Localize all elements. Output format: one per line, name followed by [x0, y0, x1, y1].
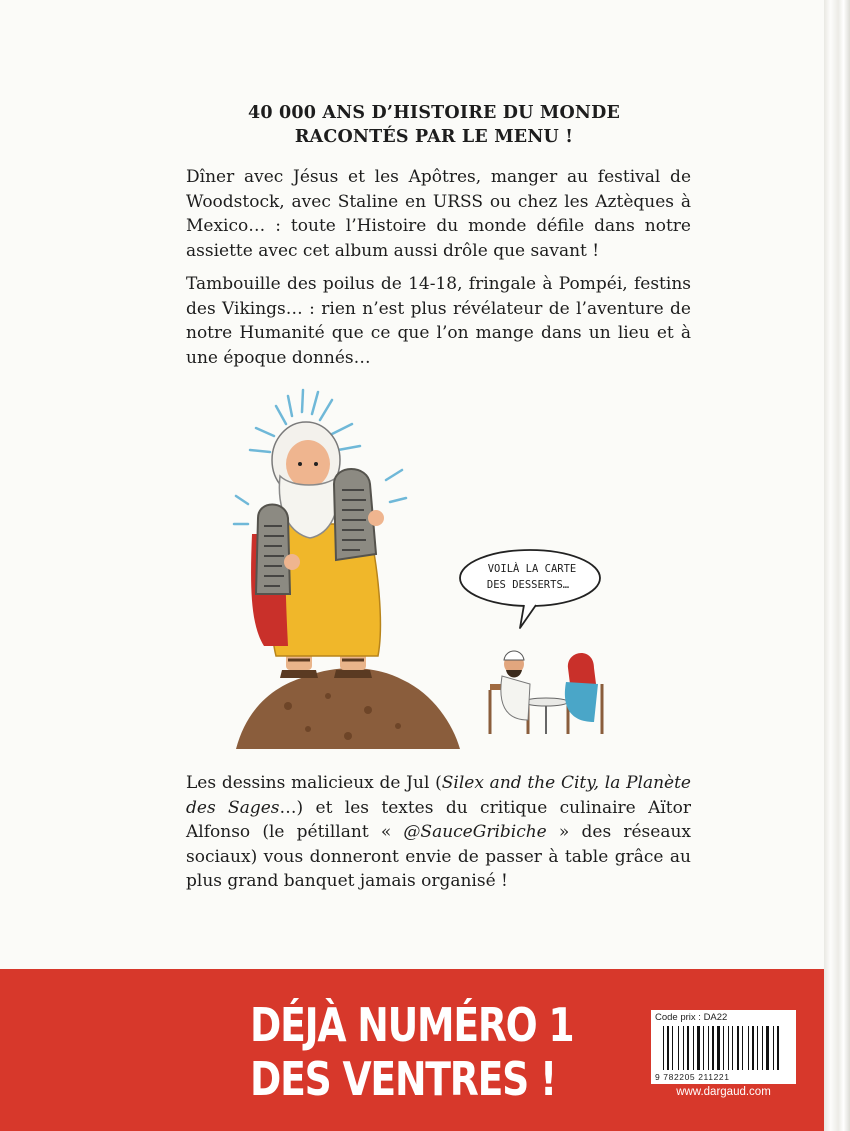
barcode-bar	[748, 1026, 749, 1070]
barcode-box	[651, 1010, 796, 1084]
blurb-paragraph-3	[186, 771, 691, 894]
left-stone-tablet	[256, 505, 290, 595]
barcode-bar	[687, 1026, 689, 1070]
speech-bubble-line-2: DES DESSERTS…	[486, 579, 570, 591]
barcode-bar	[697, 1026, 700, 1070]
barcode-bar	[762, 1026, 763, 1070]
book-spine-edge	[824, 0, 850, 1131]
right-hand	[368, 510, 384, 526]
barcode-bar	[773, 1026, 774, 1070]
paragraph-3-text-1: Les dessins malicieux de Jul (	[186, 773, 442, 793]
face	[286, 440, 330, 488]
barcode-bar	[723, 1026, 724, 1070]
barcode-bar	[678, 1026, 679, 1070]
speech-bubble-line-1: VOILÀ LA CARTE	[487, 563, 577, 575]
paragraph-3-text-3: » des réseaux sociaux) vous donneront envie de passer à table grâce au plus grand banquet jamais organisé !	[186, 822, 691, 891]
barcode-bar	[717, 1026, 720, 1070]
barcode-bar	[663, 1026, 664, 1070]
moses-cartoon-illustration	[228, 384, 628, 754]
barcode-bar	[737, 1026, 739, 1070]
barcode-bar	[693, 1026, 694, 1070]
social-handle: @SauceGribiche	[403, 822, 547, 842]
diners-at-table	[490, 651, 602, 734]
barcode-bar	[777, 1026, 779, 1070]
isbn-number: 9 782205 211221	[655, 1072, 730, 1082]
barcode-bar	[667, 1026, 669, 1070]
slogan	[250, 998, 574, 1106]
barcode-bar	[683, 1026, 684, 1070]
paragraph-3-text-2: …) et les textes du critique culinaire Aïtor Alfonso (le pétillant «	[186, 797, 691, 842]
speech-bubble-tail	[520, 605, 536, 628]
barcode-bar	[766, 1026, 769, 1070]
price-code: Code prix : DA22	[655, 1012, 728, 1023]
heading-line-1: 40 000 ANS D’HISTOIRE DU MONDE	[247, 103, 621, 123]
barcode-icon	[663, 1026, 784, 1070]
works-title: Silex and the City, la Planète des Sages	[186, 773, 691, 818]
barcode-bar	[757, 1026, 758, 1070]
heading-line-2: RACONTÉS PAR LE MENU !	[294, 127, 574, 147]
barcode-bar	[732, 1026, 733, 1070]
blurb-paragraph-1: Dîner avec Jésus et les Apôtres, manger au festival de Woodstock, avec Staline en URSS ou chez les Aztèques à Mexico… : toute l’Histoire du monde défile dans notre assiette avec cet album aussi drôle que savant !	[186, 167, 691, 261]
barcode-bar	[703, 1026, 704, 1070]
barcode-bar	[672, 1026, 673, 1070]
slogan-line-1: DÉJÀ NUMÉRO 1	[250, 998, 574, 1052]
slogan-line-2: DES VENTRES !	[250, 1052, 556, 1106]
publisher-website: www.dargaud.com	[676, 1086, 771, 1098]
barcode-bar	[728, 1026, 729, 1070]
speech-bubble	[460, 550, 600, 606]
left-hand	[284, 554, 300, 570]
blurb-paragraph-2: Tambouille des poilus de 14-18, fringale à Pompéi, festins des Vikings… : rien n’est plus révélateur de l’aventure de notre Humanité que ce que l’on mange dans un lieu et à une époque donnés…	[186, 274, 691, 368]
cartoon-drawing	[228, 384, 628, 754]
barcode-bar	[708, 1026, 709, 1070]
barcode-bar	[752, 1026, 754, 1070]
cover-heading	[184, 101, 684, 149]
barcode-bar	[742, 1026, 743, 1070]
barcode-bar	[712, 1026, 714, 1070]
